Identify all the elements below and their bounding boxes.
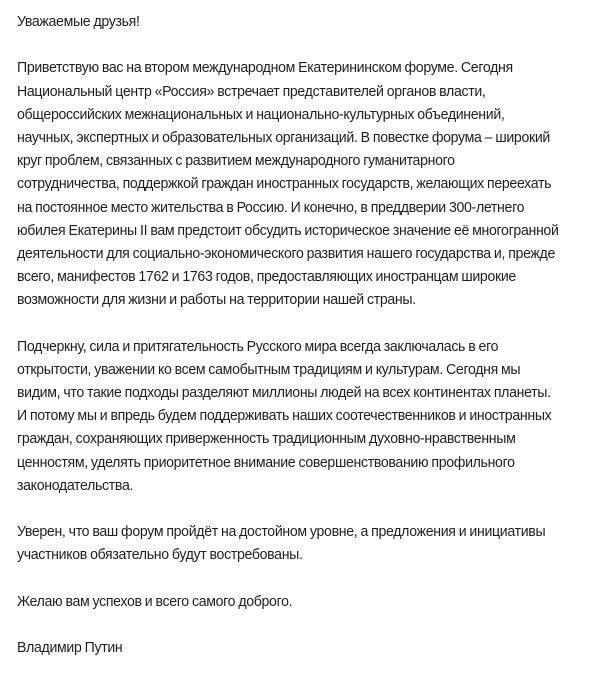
greeting-paragraph bbox=[17, 10, 607, 33]
greeting: Уважаемые друзья! bbox=[17, 13, 140, 30]
text-line: законодательства. bbox=[17, 476, 134, 494]
text-line: Подчеркну, сила и притягательность Русского мира всегда заключалась в его bbox=[17, 337, 499, 355]
text-line: Уверен, что ваш форум пройдёт на достойном уровне, а предложения и инициативы bbox=[17, 523, 546, 541]
paragraph-forum-welcome bbox=[17, 56, 607, 311]
text-line: видим, что такие подходы разделяют миллионы людей на всех континентах планеты. bbox=[17, 384, 551, 401]
text-line: открытости, уважении ко всем самобытным традициям и культурам. Сегодня мы bbox=[17, 360, 521, 378]
text-line: деятельности для социально-экономического развития нашего государства и, прежде bbox=[17, 244, 556, 262]
text-line: общероссийских межнациональных и национально-культурных объединений, bbox=[17, 105, 505, 123]
text-line: юбилея Екатерины II вам предстоит обсудить историческое значение её многогранной bbox=[17, 221, 559, 239]
text-line: участников обязательно будут востребованы. bbox=[17, 546, 303, 564]
paragraph-wishes bbox=[17, 590, 607, 613]
text-line: ценностям, уделять приоритетное внимание совершенствованию профильного bbox=[17, 453, 515, 471]
signature: Владимир Путин bbox=[17, 639, 123, 657]
text-line: научных, экспертных и образовательных организаций. В повестке форума – широкий bbox=[17, 128, 550, 146]
text-line: возможности для жизни и работы на территории нашей страны. bbox=[17, 291, 416, 309]
paragraph-russian-world bbox=[17, 335, 607, 497]
paragraph-confidence bbox=[17, 520, 607, 566]
text-line: граждан, сохраняющих приверженность традиционным духовно-нравственным bbox=[17, 430, 516, 448]
letter-document bbox=[17, 10, 607, 682]
text-line: Приветствую вас на втором международном Екатерининском форуме. Сегодня bbox=[17, 59, 513, 77]
text-line: на постоянное место жительства в Россию. И конечно, в преддверии 300-летнего bbox=[17, 198, 525, 216]
text-line: всего, манифестов 1762 и 1763 годов, предоставляющих иностранцам широкие bbox=[17, 268, 516, 286]
text-line: Национальный центр «Россия» встречает представителей органов власти, bbox=[17, 82, 486, 100]
text-line: И потому мы и впредь будем поддерживать наших соотечественников и иностранных bbox=[17, 407, 552, 425]
text-line: Желаю вам успехов и всего самого доброго. bbox=[17, 592, 293, 610]
text-line: сотрудничества, поддержкой граждан иностранных государств, желающих переехать bbox=[17, 175, 552, 193]
signature-paragraph bbox=[17, 636, 607, 659]
text-line: круг проблем, связанных с развитием международного гуманитарного bbox=[17, 152, 455, 170]
